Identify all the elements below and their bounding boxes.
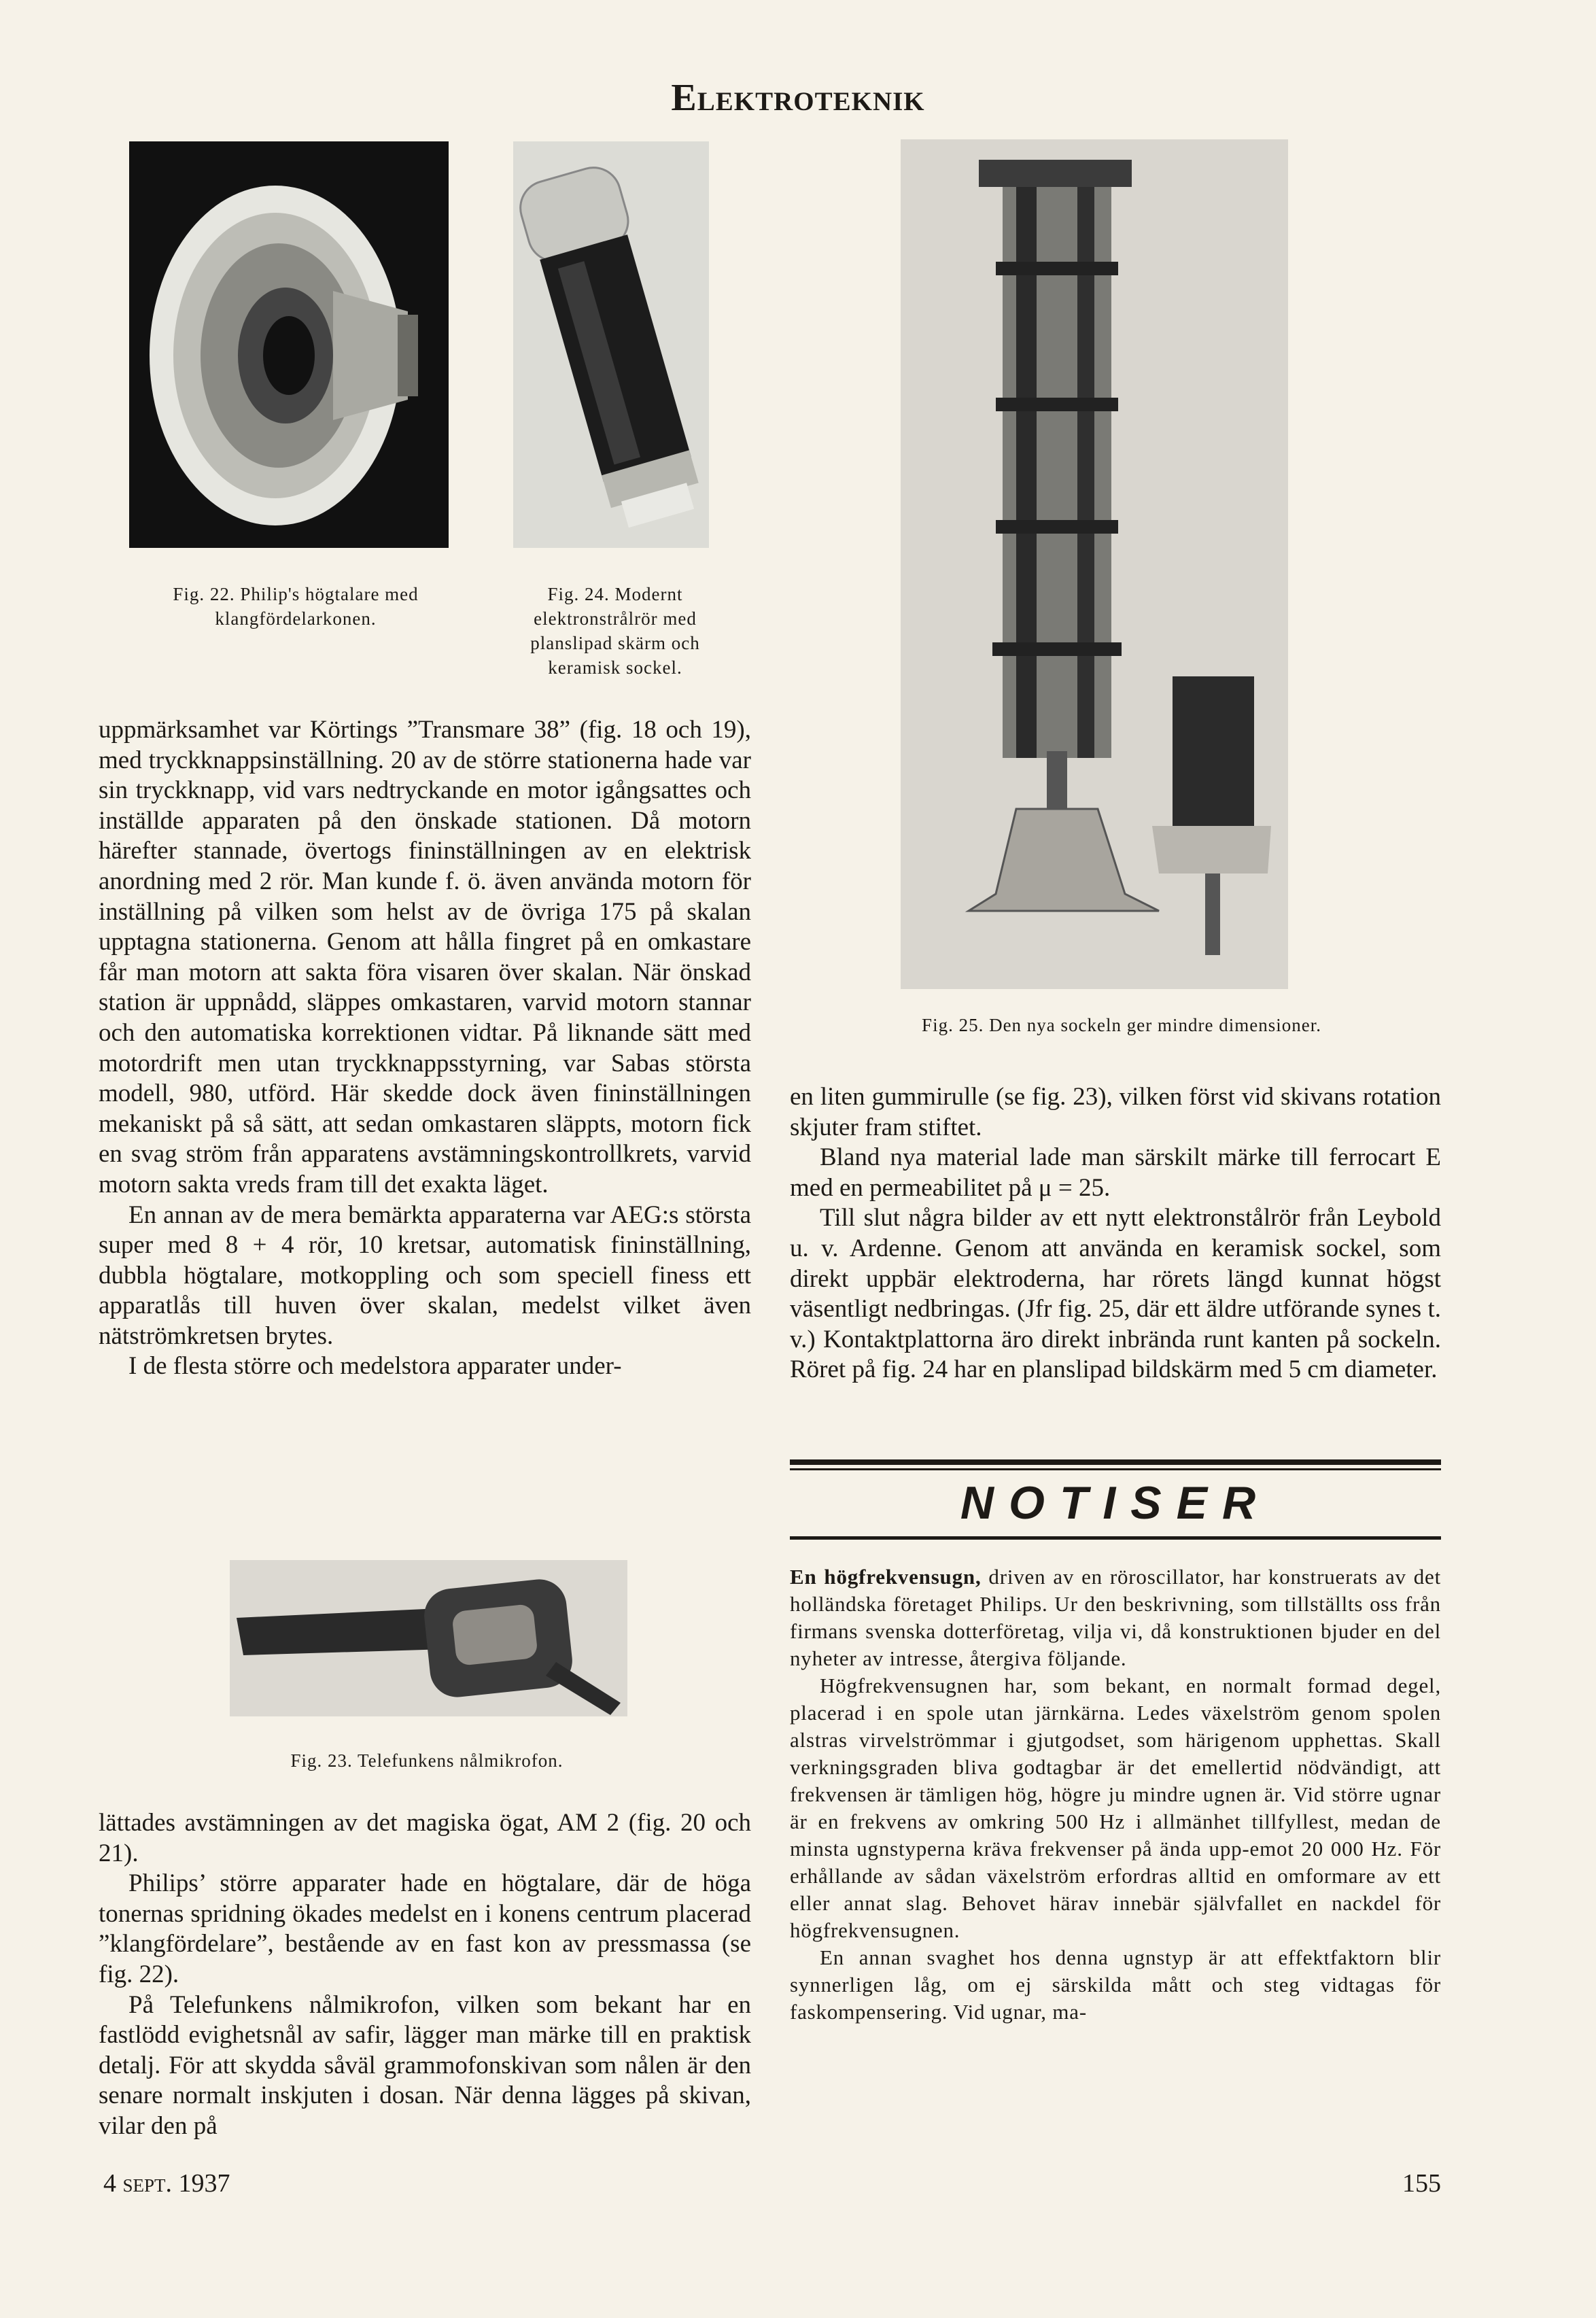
- paragraph: lättades avstämningen av det magiska ögat, AM 2 (fig. 20 och 21).: [99, 1809, 751, 1867]
- paragraph: en liten gummirulle (se fig. 23), vilken först vid skivans rotation skjuter fram stiftet.: [790, 1083, 1441, 1141]
- footer-month: sept.: [122, 2169, 173, 2198]
- paragraph: Högfrekvensugnen har, som bekant, en normalt formad degel, placerad i en spole utan järnkärna. Ledes växelström genom spolen alstras virvelströmmar i gjutgodset, som härigenom upphettas. Skall verkningsgraden bliva godtagbar är det emellertid nödvändigt, att frekvensen är tämligen hög, högre ju mindre ugnen är. Vid större ugnar är en frekvens av omkring 500 Hz i allmänhet tillfyllest, medan de minsta ugnstyperna kräva frekvenser på ända upp-emot 20 000 Hz. För erhållande av sådan växelström erfordras alltid en omformare av ett eller annat slag. Behovet härav innebär självfallet en nackdel för högfrekvensugnen.: [790, 1674, 1441, 1942]
- notiser-title: NOTISER: [960, 1477, 1271, 1529]
- notiser-top-rule-thin: [790, 1468, 1441, 1470]
- fig22-caption: Fig. 22. Philip's högtalare med klangfördelarkonen.: [173, 584, 419, 629]
- paragraph: I de flesta större och medelstora apparater under-: [128, 1352, 622, 1381]
- right-column-text: [790, 1082, 1441, 1385]
- paragraph: Philips’ större apparater hade en högtalare, där de höga tonernas spridning ökades medelst en i konens centrum placerad ”klangfördelare”, bestående av en fast kon av pressmassa (se fig. 22).: [99, 1869, 751, 1988]
- fig24-photo: [513, 141, 709, 548]
- footer-date: [103, 2168, 230, 2198]
- fig25-caption: Fig. 25. Den nya sockeln ger mindre dimensioner.: [922, 1015, 1321, 1035]
- paragraph: En annan av de mera bemärkta apparaterna var AEG:s största super med 8 + 4 rör, 10 kretsar, automatisk fininställning, dubbla högtalare, motkoppling och som speciell finess ett apparatlås till huven över skalan, medelst vilket även nätströmkretsen brytes.: [99, 1200, 751, 1350]
- left-column-bottom: [99, 1808, 751, 2142]
- notiser-lead-text: driven av en röroscillator, har konstruerats av det holländska företaget Philips. Ur den beskrivning, som tillställts oss från firmans svenska dotterföretag, vilja vi, då konstruktionen bjuder en del nyheter av intresse, återgiva följande.: [790, 1565, 1441, 1670]
- paragraph: uppmärksamhet var Körtings ”Transmare 38” (fig. 18 och 19), med tryckknappsinställning. 20 av de större stationerna hade var sin tryckknapp, vid vars nedtryckande en motor igångsattes och inställde apparaten på den önskade stationen. Då motorn härefter stannade, övertogs fininställningen av en elektrisk anordning med 2 rör. Man kunde f. ö. även använda motorn för inställning på vilken som helst av de övriga 175 på skalan upptagna stationerna. Genom att hålla fingret på en omkastare får man motorn att sakta föra visaren över skalan. När önskad station är uppnådd, släppes omkastaren, varvid motorn stannar och den automatiska korrektionen vidtar. På liknande sätt med motordrift men utan tryckknappsstyrning, var Sabas största modell, 980, utförd. Här skedde dock även fininställningen mekaniskt på så sätt, att sedan omkastaren släppts, motorn fick en svag ström från apparatens avstämningskontrollkrets, varvid motorn sakta vreds fram till det exakta läget.: [99, 716, 751, 1198]
- needle-microphone-image: [230, 1560, 627, 1716]
- notiser-lead-bold: En högfrekvensugn,: [790, 1565, 982, 1589]
- paragraph: På Telefunkens nålmikrofon, vilken som bekant har en fastlödd evighetsnål av safir, lägger man märke till en praktisk detalj. För att skydda såväl grammofonskivan som nålen är den senare normalt inskjuten i dosan. När denna lägges på skivan, vilar den på: [99, 1990, 751, 2140]
- crt-tube-image: [513, 141, 709, 548]
- paragraph: En annan svaghet hos denna ugnstyp är att effektfaktorn blir synnerligen låg, om ej särskilda mått och steg vidtagas för faskompensering. Vid ugnar, ma-: [790, 1945, 1441, 2024]
- fig23-caption: Fig. 23. Telefunkens nålmikrofon.: [290, 1750, 563, 1771]
- footer-year: 1937: [178, 2169, 230, 2198]
- notiser-lead-paragraph: [790, 1563, 1441, 1672]
- fig23-photo: [230, 1560, 627, 1716]
- paragraph: Till slut några bilder av ett nytt elektronstålrör från Leybold u. v. Ardenne. Genom att använda en keramisk sockel, som direkt uppbär elektroderna, har rörets längd kunnat högst väsentligt nedbringas. (Jfr fig. 25, där ett äldre utförande synes t. v.) Kontaktplattorna äro direkt inbrända runt kanten på sockeln. Röret på fig. 24 har en planslipad bildskärm med 5 cm diameter.: [790, 1204, 1441, 1384]
- footer-day: 4: [103, 2169, 116, 2198]
- loudspeaker-image: [129, 141, 449, 548]
- fig24-caption: Fig. 24. Modernt elektronstrålrör med planslipad skärm och keramisk sockel.: [530, 584, 700, 678]
- page-header: Elektroteknik: [671, 77, 925, 119]
- notiser-column: [790, 1563, 1441, 2026]
- page-number: 155: [1402, 2169, 1441, 2198]
- fig25-photo: [901, 139, 1288, 989]
- notiser-bottom-rule: [790, 1536, 1441, 1540]
- paragraph: Bland nya material lade man särskilt märke till ferrocart E med en permeabilitet på μ = 25.: [790, 1143, 1441, 1202]
- left-column-top: [99, 715, 751, 1382]
- tube-socket-image: [901, 139, 1288, 989]
- notiser-top-rule: [790, 1459, 1441, 1465]
- fig22-photo: [129, 141, 449, 548]
